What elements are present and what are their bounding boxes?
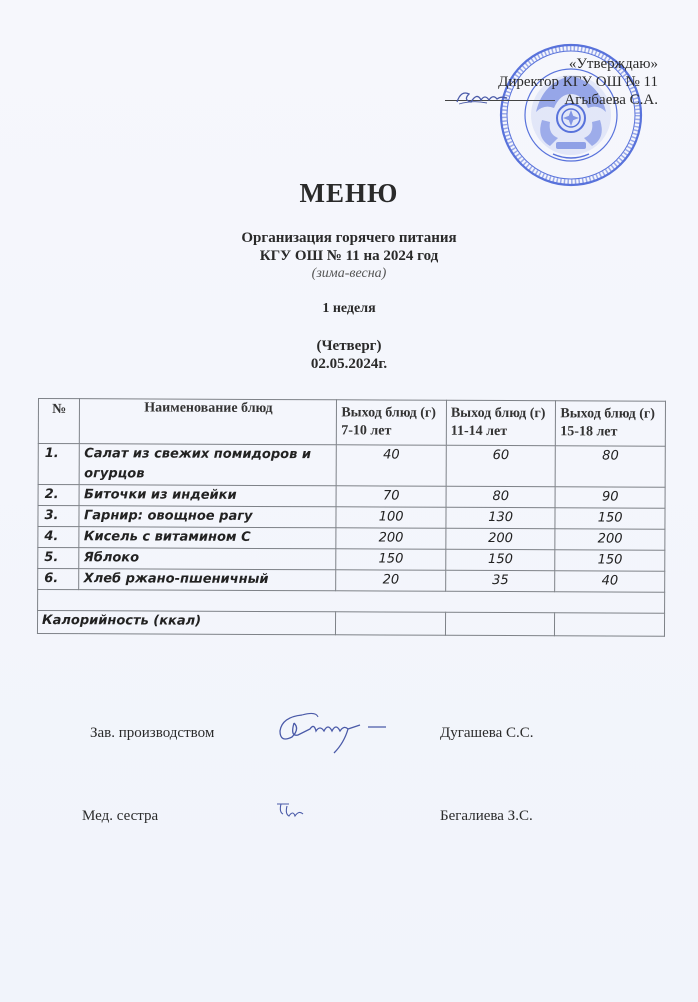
row-number: 1. [38, 444, 80, 485]
table-row [38, 527, 665, 551]
row-number: 5. [38, 548, 80, 569]
org-line-2: КГУ ОШ № 11 на 2024 год [259, 248, 439, 264]
calories-11-14 [445, 612, 555, 635]
dish-name: Биточки из индейки [80, 485, 337, 507]
table-row [38, 548, 665, 572]
yield-7-10: 200 [336, 528, 446, 549]
production-signature-icon [272, 707, 392, 755]
menu-table [37, 398, 666, 637]
table-row [38, 444, 665, 488]
row-number: 3. [38, 506, 80, 527]
yield-15-18: 150 [555, 508, 665, 529]
approval-signer [445, 91, 658, 109]
dish-name: Салат из свежих помидоров и огурцов [80, 444, 337, 486]
signature-line [445, 100, 555, 101]
yield-7-10: 40 [337, 445, 447, 486]
spacer-cell [38, 590, 665, 614]
yield-7-10: 70 [336, 486, 446, 507]
signature-role: Зав. производством [90, 725, 215, 741]
column-header-yield-7-10: Выход блюд (г) 7-10 лет [337, 400, 447, 445]
yield-15-18: 200 [555, 529, 665, 550]
yield-11-14: 80 [446, 486, 556, 507]
season-label: (зима-весна) [311, 266, 387, 281]
calories-7-10 [336, 612, 446, 635]
yield-7-10: 150 [336, 549, 446, 570]
signature-person: Бегалиева З.С. [440, 808, 533, 824]
table-row [38, 485, 665, 509]
approval-position: Директор КГУ ОШ № 11 [498, 74, 658, 90]
calories-label: Калорийность (ккал) [37, 611, 336, 635]
row-number: 4. [38, 527, 80, 548]
dish-name: Гарнир: овощное рагу [79, 506, 336, 528]
yield-11-14: 130 [446, 507, 556, 528]
week-label: 1 неделя [322, 301, 376, 316]
date-label: 02.05.2024г. [310, 356, 388, 372]
row-number: 2. [38, 485, 80, 506]
column-header-dish: Наименование блюд [80, 399, 337, 445]
yield-11-14: 150 [446, 549, 556, 570]
signature-person: Дугашева С.С. [440, 725, 534, 741]
yield-15-18: 40 [555, 571, 665, 592]
column-header-yield-15-18: Выход блюд (г) 15-18 лет [556, 401, 666, 446]
yield-15-18: 90 [555, 487, 665, 508]
dish-name: Кисель с витамином С [79, 527, 336, 549]
table-row [38, 506, 665, 530]
yield-11-14: 200 [446, 528, 556, 549]
yield-15-18: 150 [555, 550, 665, 571]
nurse-signature-icon [275, 800, 305, 822]
approval-heading: «Утверждаю» [568, 56, 658, 72]
weekday-label: (Четверг) [316, 338, 382, 354]
yield-7-10: 20 [336, 570, 446, 591]
calories-row [37, 611, 664, 637]
approval-block [445, 55, 658, 109]
yield-15-18: 80 [556, 446, 666, 487]
approval-name: Агыбаева С.А. [564, 92, 658, 108]
column-header-yield-11-14: Выход блюд (г) 11-14 лет [446, 400, 556, 445]
table-row [38, 569, 665, 593]
page-title: МЕНЮ [299, 178, 399, 208]
row-number: 6. [38, 569, 80, 590]
column-header-number: № [38, 399, 80, 444]
dish-name: Яблоко [79, 548, 336, 570]
yield-11-14: 60 [446, 445, 556, 486]
dish-name: Хлеб ржано-пшеничный [79, 569, 336, 591]
table-header-row [38, 399, 665, 447]
director-signature-icon [453, 86, 513, 108]
table-spacer-row [38, 590, 665, 614]
org-line-1: Организация горячего питания [241, 230, 457, 246]
signature-role: Мед. сестра [82, 808, 159, 824]
calories-15-18 [555, 613, 665, 636]
yield-11-14: 35 [446, 570, 556, 591]
yield-7-10: 100 [336, 507, 446, 528]
